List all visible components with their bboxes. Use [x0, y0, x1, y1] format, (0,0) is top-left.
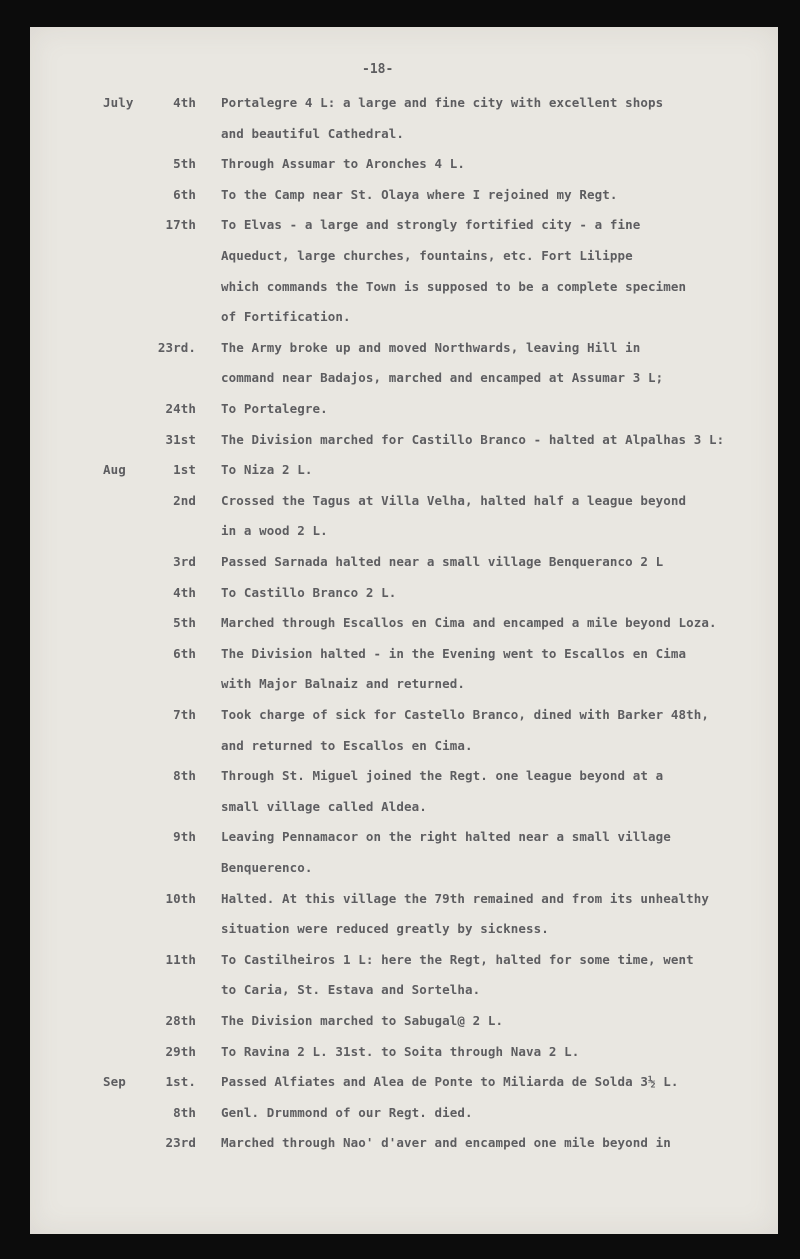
entry-text: in a wood 2 L. — [221, 523, 328, 539]
diary-line — [0, 272, 800, 302]
day-label: 5th — [173, 156, 196, 172]
diary-line — [0, 486, 800, 516]
entry-text: small village called Aldea. — [221, 798, 427, 814]
diary-line — [0, 1098, 800, 1128]
entry-text: To the Camp near St. Olaya where I rejoined my Regt. — [221, 186, 618, 202]
entry-text: To Ravina 2 L. 31st. to Soita through Nava 2 L. — [221, 1043, 580, 1059]
diary-line — [0, 975, 800, 1005]
day-label: 24th — [165, 401, 196, 416]
day-label: 4th — [173, 584, 196, 600]
day-label: 31st — [165, 431, 196, 447]
day-label: 29th — [165, 1043, 196, 1059]
entry-text: Portalegre 4 L: a large and fine city with excellent shops — [221, 95, 664, 110]
diary-line — [0, 302, 800, 332]
day-label: 3rd — [173, 554, 196, 569]
diary-line — [0, 761, 800, 791]
entry-text: Passed Sarnada halted near a small village Benqueranco 2 L — [221, 554, 664, 569]
entry-text: and beautiful Cathedral. — [221, 125, 405, 141]
entry-text: Marched through Nao' d'aver and encamped one mile beyond in — [221, 1135, 671, 1151]
diary-line — [0, 578, 800, 608]
entry-text: command near Badajos, marched and encamped at Assumar 3 L; — [221, 370, 664, 386]
diary-line — [0, 1037, 800, 1067]
entry-text: To Castilheiros 1 L: here the Regt, halted for some time, went — [221, 951, 694, 967]
day-label: 28th — [165, 1013, 196, 1028]
entry-text: to Caria, St. Estava and Sortelha. — [221, 982, 481, 998]
day-label: 10th — [165, 890, 196, 906]
entry-text: To Castillo Branco 2 L. — [221, 584, 397, 600]
entry-text: Genl. Drummond of our Regt. died. — [221, 1104, 473, 1120]
entry-text: Benquerenco. — [221, 860, 313, 875]
diary-line — [0, 455, 800, 485]
month-label: July — [103, 95, 134, 110]
diary-line — [0, 516, 800, 546]
entry-text: To Niza 2 L. — [221, 462, 313, 478]
day-label: 5th — [173, 615, 196, 631]
diary-line — [0, 608, 800, 638]
entry-text: Through St. Miguel joined the Regt. one league beyond at a — [221, 768, 664, 784]
entry-text: The Division marched to Sabugal@ 2 L. — [221, 1013, 504, 1028]
diary-line — [0, 639, 800, 669]
diary-line — [0, 180, 800, 210]
diary-line — [0, 1067, 800, 1097]
entry-text: with Major Balnaiz and returned. — [221, 676, 466, 692]
entry-text: Aqueduct, large churches, fountains, etc. Fort Lilippe — [221, 248, 633, 263]
day-label: 8th — [173, 1104, 196, 1120]
page-number: -18- — [362, 62, 394, 77]
diary-line — [0, 914, 800, 944]
day-label: 1st — [173, 462, 196, 478]
day-label: 23rd — [165, 1135, 196, 1151]
entry-text: To Elvas - a large and strongly fortified city - a fine — [221, 217, 641, 233]
diary-line — [0, 700, 800, 730]
diary-line — [0, 363, 800, 393]
day-label: 6th — [173, 645, 196, 661]
diary-line — [0, 333, 800, 363]
diary-line — [0, 241, 800, 271]
entry-text: and returned to Escallos en Cima. — [221, 737, 473, 753]
diary-line — [0, 884, 800, 914]
entry-text: of Fortification. — [221, 309, 351, 325]
day-label: 11th — [165, 951, 196, 967]
diary-line — [0, 210, 800, 240]
day-label: 9th — [173, 829, 196, 845]
entry-text: Halted. At this village the 79th remained and from its unhealthy — [221, 890, 710, 906]
diary-line — [0, 792, 800, 822]
diary-line — [0, 149, 800, 179]
entry-text: Passed Alfiates and Alea de Ponte to Miliarda de Solda 3½ L. — [221, 1074, 679, 1090]
entry-text: To Portalegre. — [221, 401, 328, 416]
day-label: 6th — [173, 186, 196, 202]
diary-line — [0, 822, 800, 852]
entry-text: situation were reduced greatly by sickness. — [221, 921, 549, 937]
day-label: 7th — [173, 707, 196, 722]
day-label: 1st. — [165, 1074, 196, 1090]
day-label: 23rd. — [157, 339, 196, 355]
diary-line — [0, 394, 800, 424]
diary-line — [0, 88, 800, 118]
diary-line — [0, 1128, 800, 1158]
entry-text: Leaving Pennamacor on the right halted near a small village — [221, 829, 671, 845]
month-label: Aug — [103, 462, 126, 478]
diary-line — [0, 853, 800, 883]
diary-line — [0, 945, 800, 975]
month-label: Sep — [103, 1074, 126, 1090]
day-label: 8th — [173, 768, 196, 784]
diary-line — [0, 1006, 800, 1036]
entry-text: Crossed the Tagus at Villa Velha, halted half a league beyond — [221, 492, 687, 508]
diary-line — [0, 669, 800, 699]
diary-line — [0, 119, 800, 149]
diary-line — [0, 731, 800, 761]
day-label: 2nd — [173, 492, 196, 508]
day-label: 4th — [173, 95, 196, 110]
entry-text: Took charge of sick for Castello Branco, dined with Barker 48th, — [221, 707, 710, 722]
entry-text: The Army broke up and moved Northwards, leaving Hill in — [221, 339, 641, 355]
diary-line — [0, 425, 800, 455]
entry-text: The Division halted - in the Evening went to Escallos en Cima — [221, 645, 687, 661]
entry-text: The Division marched for Castillo Branco - halted at Alpalhas 3 L: — [221, 431, 725, 447]
diary-line — [0, 547, 800, 577]
day-label: 17th — [165, 217, 196, 233]
entry-text: which commands the Town is supposed to be a complete specimen — [221, 278, 687, 294]
entry-text: Marched through Escallos en Cima and encamped a mile beyond Loza. — [221, 615, 717, 631]
entry-text: Through Assumar to Aronches 4 L. — [221, 156, 466, 172]
